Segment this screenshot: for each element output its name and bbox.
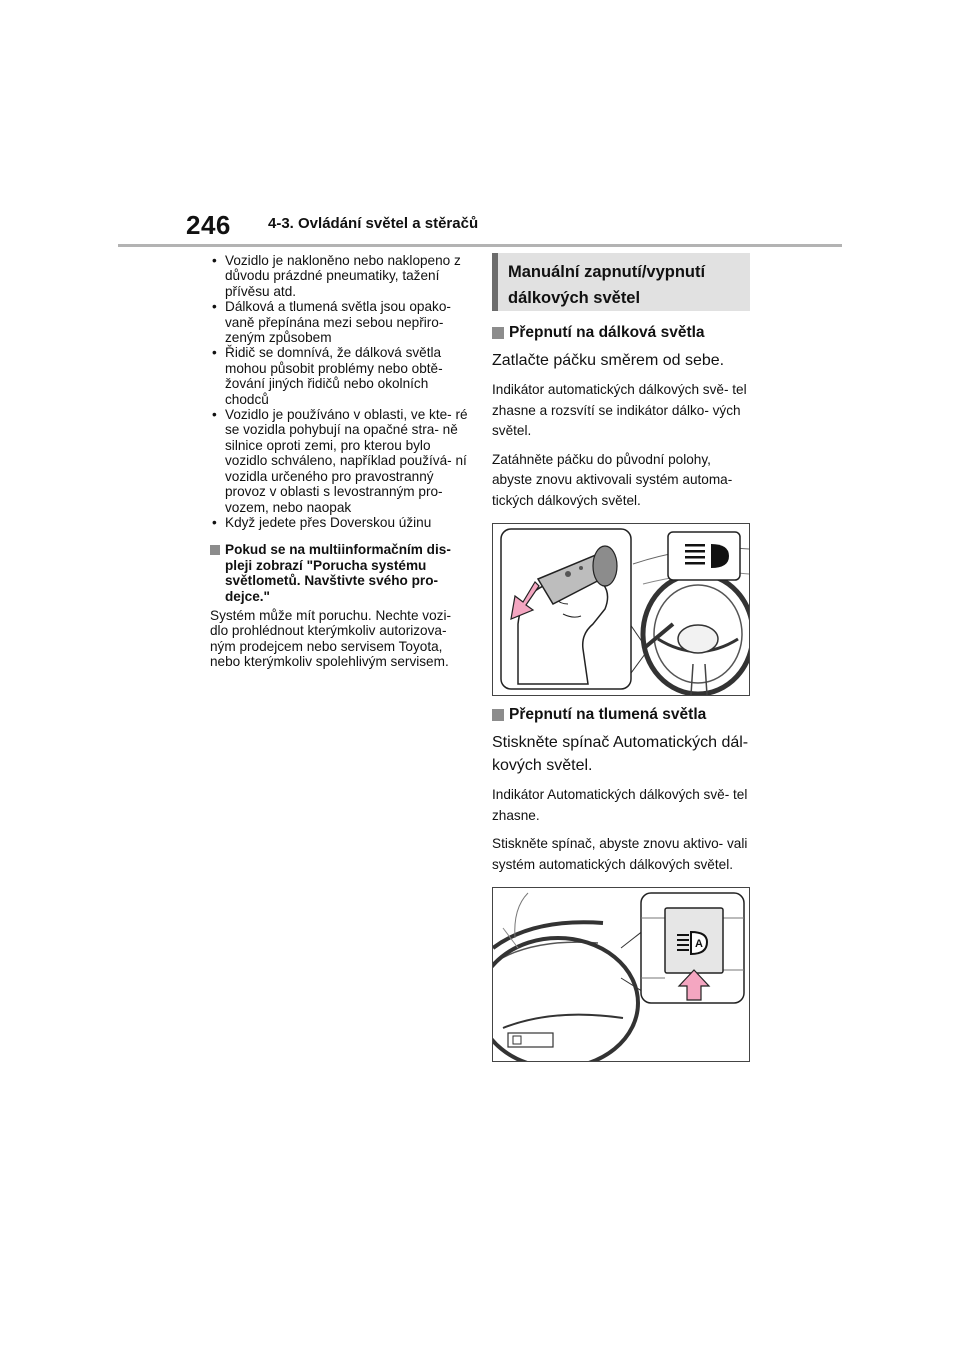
condition-list: [210, 253, 468, 530]
square-bullet-icon: [492, 709, 504, 721]
high-beam-heading: [492, 323, 750, 343]
section-heading-box: [492, 253, 750, 311]
high-beam-desc-2: Zatáhněte páčku do původní polohy, abyste znovu aktivovali systém automa- tických dálkových světel.: [492, 451, 733, 508]
switch-illustration: [492, 887, 750, 1062]
high-beam-desc-1: Indikátor automatických dálkových svě- tel zhasne a rozsvítí se indikátor dálko- vých světel.: [492, 382, 747, 438]
switch-label: A: [695, 938, 703, 950]
low-beam-instruction: Stiskněte spínač Automatických dál- kových světel.: [492, 734, 749, 774]
list-item: • Vozidlo je používáno v oblasti, ve kte- ré se vozidla pohybují na opačné stra- ně silnice oproti zemi, pro kterou bylo vozidlo schváleno, například používá- ní vozidla určeného pro pravostranný provoz v oblasti s levostranným pro- vozem, nebo naopak: [210, 407, 468, 515]
low-beam-desc-1: Indikátor Automatických dálkových svě- tel zhasne.: [492, 787, 748, 823]
square-bullet-icon: [210, 545, 220, 555]
low-beam-desc-2: Stiskněte spínač, abyste znovu aktivo- vali systém automatických dálkových světel.: [492, 836, 748, 872]
section-heading: Manuální zapnutí/vypnutí dálkových světel: [508, 263, 706, 307]
list-item: • Když jedete přes Doverskou úžinu: [210, 515, 468, 530]
high-beam-instruction: Zatlačte páčku směrem od sebe.: [492, 352, 725, 369]
lever-push-image: [493, 524, 749, 695]
list-item: • Řidič se domnívá, že dálková světla mohou působit problémy nebo obtě- žování jiných řidičů nebo okolních chodců: [210, 345, 468, 407]
list-item: • Vozidlo je nakloněno nebo naklopeno z důvodu prázdné pneumatiky, tažení přívěsu atd.: [210, 253, 468, 299]
low-beam-heading: [492, 705, 750, 725]
auto-high-beam-switch-image: [493, 888, 749, 1061]
header-divider: [118, 244, 842, 247]
high-beam-heading-text: Přepnutí na dálková světla: [509, 324, 705, 341]
low-beam-heading-text: Přepnutí na tlumená světla: [509, 706, 707, 723]
list-item: • Dálková a tlumená světla jsou opako- vaně přepínána mezi sebou nepřiro- zeným způsobem: [210, 299, 468, 345]
lever-illustration: [492, 523, 750, 696]
note-body: Systém může mít poruchu. Nechte vozi- dlo prohlédnout kterýmkoliv autorizova- ným prodejcem nebo servisem Toyota, nebo kterýmkoliv spolehlivým servisem.: [210, 607, 451, 670]
note-title: Pokud se na multiinformačním dis- pleji zobrazí "Porucha systému světlometů. Navštivte svého pro- dejce.": [225, 542, 451, 604]
left-column: [210, 253, 468, 670]
right-column: [492, 253, 750, 1062]
section-title: 4-3. Ovládání světel a stěračů: [268, 215, 479, 232]
square-bullet-icon: [492, 327, 504, 339]
page-number: 246: [186, 210, 231, 240]
note-heading: [210, 542, 468, 604]
